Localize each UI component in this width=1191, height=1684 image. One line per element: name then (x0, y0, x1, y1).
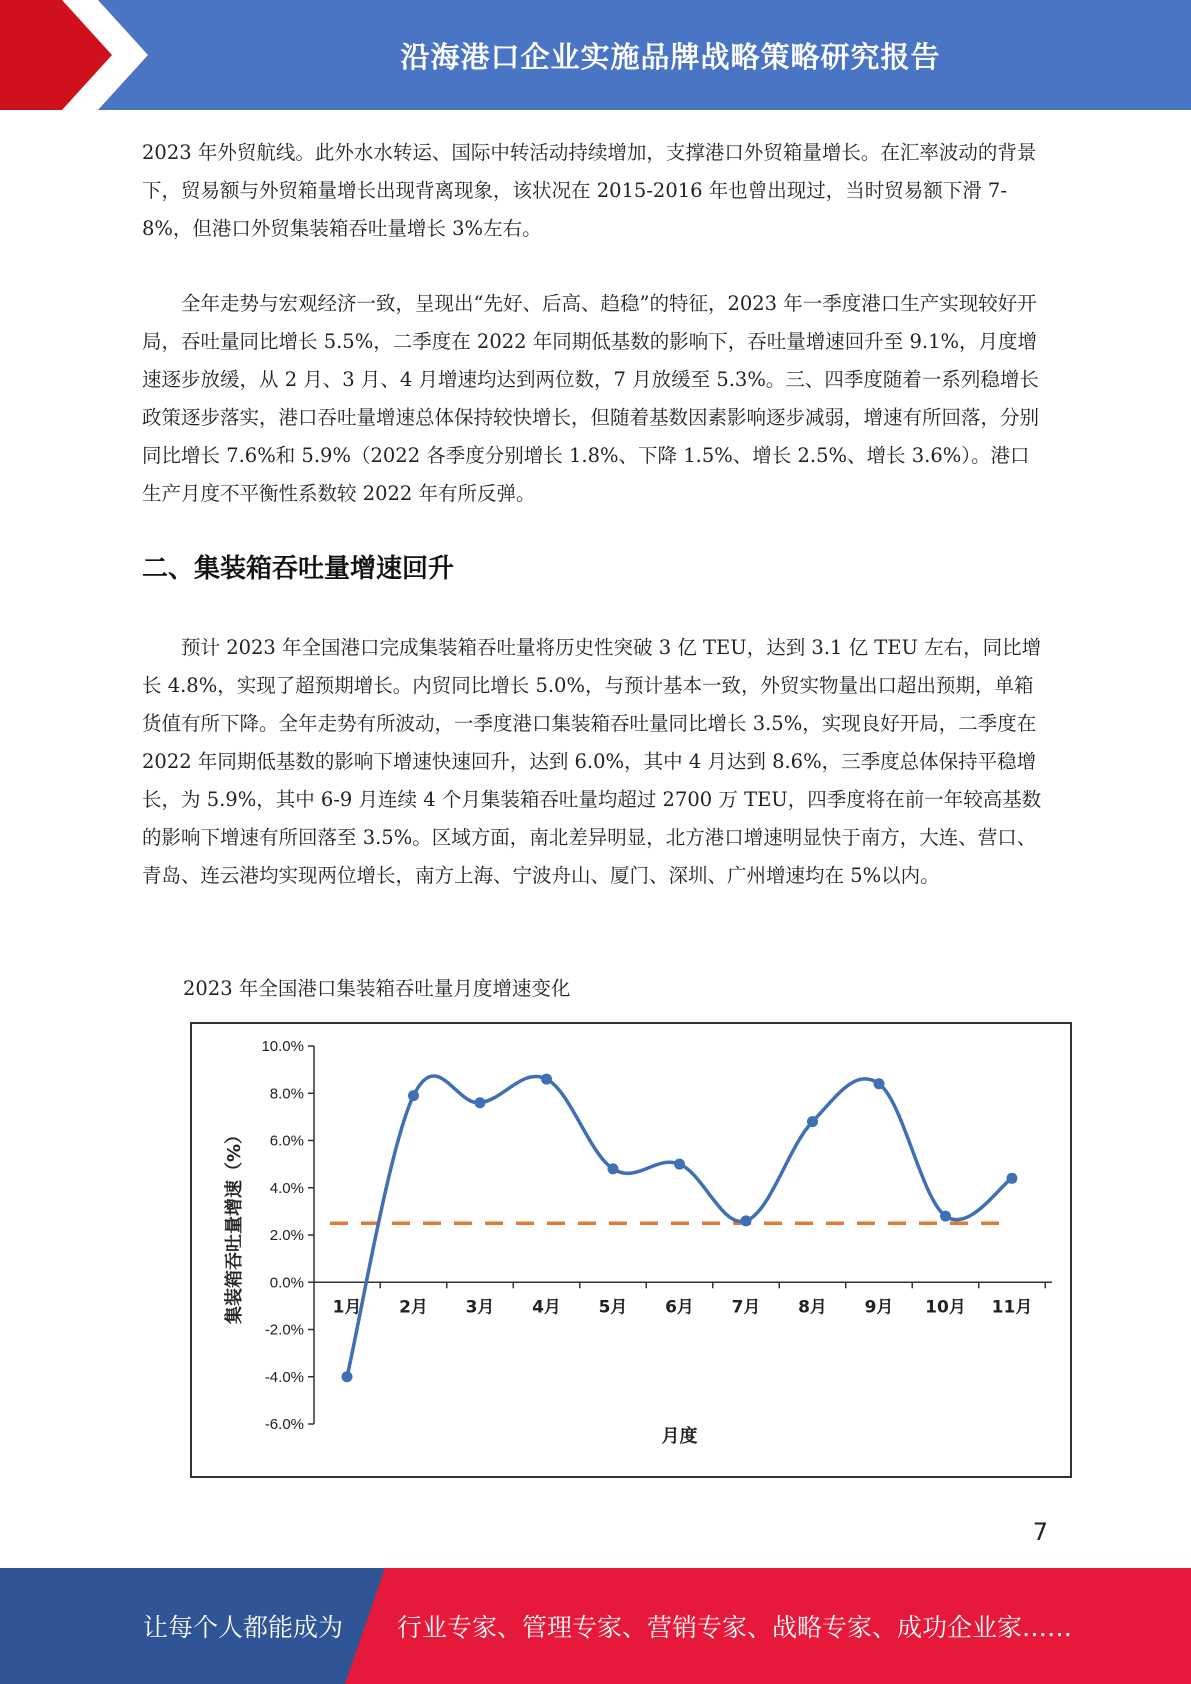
y-tick-label: 8.0% (269, 1085, 304, 1103)
y-tick-label: 6.0% (269, 1132, 304, 1150)
x-tick-label: 10月 (925, 1297, 966, 1318)
x-axis-label: 月度 (661, 1426, 698, 1447)
section-heading: 二、集装箱吞吐量增速回升 (142, 554, 455, 584)
y-tick-label: 0.0% (269, 1274, 304, 1292)
chart-frame (190, 1022, 1072, 1478)
page-footer (0, 1568, 1191, 1684)
y-tick-label: 10.0% (261, 1038, 304, 1055)
line-chart (192, 1024, 1070, 1476)
y-tick-label: -6.0% (264, 1416, 304, 1433)
x-tick-label: 3月 (465, 1297, 495, 1318)
x-tick-label: 1月 (332, 1297, 362, 1318)
y-axis-label: 集装箱吞吐量增速（%） (224, 1125, 245, 1325)
x-tick-label: 11月 (991, 1297, 1033, 1318)
footer-slogan-right: 行业专家、管理专家、营销专家、战略专家、成功企业家…… (397, 1613, 1073, 1642)
page-number: 7 (1032, 1518, 1048, 1546)
data-point (608, 1163, 619, 1174)
data-point (342, 1371, 353, 1382)
data-point (475, 1097, 486, 1108)
chart-caption: 2023 年全国港口集装箱吞吐量月度增速变化 (183, 977, 571, 1000)
paragraph-text: 全年走势与宏观经济一致，呈现出“先好、后高、趋稳”的特征，2023 年一季度港口生产实现较好开局，吞吐量同比增长 5.5%，二季度在 2022 年同期低基数的影响下，吞吐量增速回升至 9.1%，月度增速逐步放缓，从 2 月、3 月、4 月增速均达到两位数，7 月放缓至 5.3%。三、四季度随着一系列稳增长政策逐步落实，港口吞吐量增速总体保持较快增长，但随着基数因素影响逐步减弱，增速有所回落，分别同比增长 7.6%和 5.9%（2022 各季度分别增长 1.8%、下降 1.5%、增长 2.5%、增长 3.6%）。港口生产月度不平衡性系数较 2022 年有所反弹。 (142, 292, 1040, 505)
y-tick-label: -4.0% (264, 1368, 304, 1386)
paragraph-text: 2023 年外贸航线。此外水水转运、国际中转活动持续增加，支撑港口外贸箱量增长。在汇率波动的背景下，贸易额与外贸箱量增长出现背离现象，该状况在 2015-2016 年也曾出现过，当时贸易额下滑 7-8%，但港口外贸集装箱吞吐量增长 3%左右。 (142, 141, 1037, 240)
x-tick-label: 8月 (798, 1297, 827, 1318)
footer-slogan-left: 让每个人都能成为 (143, 1613, 344, 1642)
series-line (347, 1076, 1012, 1377)
paragraph-2 (142, 285, 1047, 513)
data-points (342, 1074, 1018, 1383)
data-point (541, 1074, 552, 1085)
paragraph-3 (142, 629, 1047, 895)
x-tick-label: 9月 (864, 1297, 894, 1318)
x-tick-label: 2月 (399, 1297, 428, 1318)
data-point (874, 1078, 885, 1089)
x-tick-label: 4月 (532, 1297, 561, 1318)
x-tick-label: 6月 (665, 1297, 694, 1318)
data-point (408, 1090, 419, 1101)
paragraph-text: 预计 2023 年全国港口完成集装箱吞吐量将历史性突破 3 亿 TEU，达到 3.1 亿 TEU 左右，同比增长 4.8%，实现了超预期增长。内贸同比增长 5.0%，与预计基本一致，外贸实物量出口超出预期，单箱货值有所下降。全年走势有所波动，一季度港口集装箱吞吐量同比增长 3.5%，实现良好开局，二季度在 2022 年同期低基数的影响下增速快速回升，达到 6.0%，其中 4 月达到 8.6%，三季度总体保持平稳增长，为 5.9%，其中 6-9 月连续 4 个月集装箱吞吐量均超过 2700 万 TEU，四季度将在前一年较高基数的影响下增速有所回落至 3.5%。区域方面，南北差异明显，北方港口增速明显快于南方，大连、营口、青岛、连云港均实现两位增长，南方上海、宁波舟山、厦门、深圳、广州增速均在 5%以内。 (142, 636, 1042, 887)
data-point (1007, 1173, 1018, 1184)
y-tick-label: 2.0% (269, 1227, 304, 1244)
data-point (807, 1116, 818, 1127)
y-axis (261, 1038, 314, 1433)
x-tick-label: 5月 (598, 1297, 628, 1318)
x-tick-label: 7月 (731, 1297, 761, 1318)
data-point (940, 1211, 951, 1222)
y-tick-label: 4.0% (269, 1179, 304, 1197)
report-title: 沿海港口企业实施品牌战略策略研究报告 (400, 39, 941, 74)
x-axis (314, 1282, 1052, 1317)
data-point (674, 1159, 685, 1170)
page-header (0, 0, 1191, 110)
y-tick-label: -2.0% (264, 1321, 304, 1339)
data-point (741, 1215, 752, 1226)
paragraph-1 (142, 134, 1047, 248)
